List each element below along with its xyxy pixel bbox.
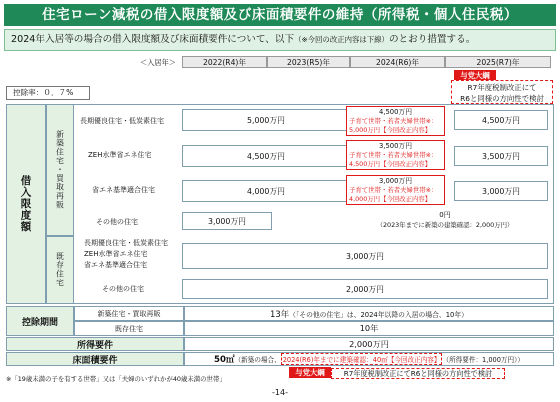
shoene-2024-child: 子育て世帯・若者夫婦世帯※： xyxy=(349,186,438,194)
value-other-new-2223: 3,000万円 xyxy=(182,212,272,230)
yotou-note-top xyxy=(451,80,553,104)
zeh-2024-child-val: 4,500万円 xyxy=(349,160,381,168)
menseki-value: 50㎡ xyxy=(213,355,235,365)
yotou-note-bottom: R7年度税制改正にてR6と同様の方向性で検討 xyxy=(331,368,505,379)
group-existing-housing xyxy=(46,236,74,304)
kojo-new-value-cell xyxy=(184,306,554,321)
value-choki-2024 xyxy=(346,106,445,136)
value-choki-2223: 5,000万円 xyxy=(182,109,350,131)
existing-label-other: その他の住宅 xyxy=(76,278,180,300)
page-title: 住宅ローン減税の借入限度額及び床面積要件の維持（所得税・個人住民税） xyxy=(4,4,556,26)
footnote: ※「19歳未満の子を有する世帯」又は「夫婦のいずれかが40歳未満の世帯」 xyxy=(6,375,226,383)
zeh-2024-tag: 【今回改正内容】 xyxy=(380,160,432,168)
yotou-note-line1: R7年度税制改正にて xyxy=(467,83,537,92)
kojo-kikan-label: 控除期間 xyxy=(6,306,74,336)
year-2025: 2025(R7)年 xyxy=(445,56,551,68)
menseki-label: 床面積要件 xyxy=(6,352,184,366)
group-loan-limit xyxy=(6,104,46,304)
value-shoene-2223: 4,000万円 xyxy=(182,180,350,202)
intro-main: 2024年入居等の場合の借入限度額及び床面積要件について、以下 xyxy=(11,34,295,45)
value-zeh-2024 xyxy=(346,140,445,170)
menseki-value-cell xyxy=(184,352,554,366)
zeh-2024-child: 子育て世帯・若者夫婦世帯※： xyxy=(349,151,438,159)
kojo-new-note: （「その他の住宅」は、2024年以降の入居の場合、10年） xyxy=(289,310,468,319)
shoene-2024-child-val: 4,000万円 xyxy=(349,195,381,203)
year-2024: 2024(R6)年 xyxy=(350,56,445,68)
menseki-note-a: （新築の場合、 xyxy=(234,356,281,364)
existing-label-choki: 長期優良住宅・低炭素住宅 xyxy=(84,239,168,247)
choki-2024-tag: 【今回改正内容】 xyxy=(380,126,432,134)
group-existing-label: 既存住宅 xyxy=(55,252,65,288)
other-new-zero: 0円 xyxy=(439,211,451,219)
choki-2024-child-val: 5,000万円 xyxy=(349,126,381,134)
row-label-other-new: その他の住宅 xyxy=(76,210,180,234)
yotou-tag-bottom: 与党大綱 xyxy=(289,367,331,378)
year-2022: 2022(R4)年 xyxy=(182,56,267,68)
year-2023: 2023(R5)年 xyxy=(267,56,350,68)
value-existing-2: 2,000万円 xyxy=(182,279,548,299)
shotoku-label: 所得要件 xyxy=(6,337,184,351)
existing-labels-1 xyxy=(76,238,180,274)
intro-banner xyxy=(4,29,556,51)
value-shoene-2025: 3,000万円 xyxy=(454,181,548,201)
row-label-zeh: ZEH水準省エネ住宅 xyxy=(76,140,180,170)
group-new-housing xyxy=(46,104,74,236)
value-choki-2025: 4,500万円 xyxy=(454,110,548,130)
other-new-note: （2023年までに新築の建築確認：2,000万円） xyxy=(376,221,514,229)
shotoku-value: 2,000万円 xyxy=(184,337,554,351)
menseki-note-b: （所得要件：1,000万円）） xyxy=(442,356,524,364)
shoene-2024-base: 3,000万円 xyxy=(378,177,413,185)
zeh-2024-base: 3,500万円 xyxy=(378,142,413,150)
choki-2024-child: 子育て世帯・若者夫婦世帯※： xyxy=(349,117,438,125)
year-label: ＜入居年＞ xyxy=(140,58,176,67)
kojo-new-label: 新築住宅・買取再販 xyxy=(74,306,184,321)
intro-note: （※今回の改正内容は下線） xyxy=(294,35,389,44)
kojo-existing-value: 10年 xyxy=(184,321,554,336)
row-label-choki: 長期優良住宅・低炭素住宅 xyxy=(76,106,180,136)
group-loan-label: 借入限度額 xyxy=(19,175,32,233)
group-new-label: 新築住宅・買取再販 xyxy=(55,130,65,210)
intro-tail: のとおり措置する。 xyxy=(388,34,476,45)
value-zeh-2025: 3,500万円 xyxy=(454,146,548,166)
existing-label-shoene: 省エネ基準適合住宅 xyxy=(84,261,147,269)
value-shoene-2024 xyxy=(346,175,445,205)
menseki-note-red: 2024(R6)年までに建築確認：40㎡【今回改正内容】 xyxy=(281,353,443,365)
kojo-new-value: 13年 xyxy=(270,308,290,319)
shoene-2024-tag: 【今回改正内容】 xyxy=(380,195,432,203)
value-zeh-2223: 4,500万円 xyxy=(182,145,350,167)
value-existing-1: 3,000万円 xyxy=(182,243,548,269)
existing-label-zeh: ZEH水準省エネ住宅 xyxy=(84,250,148,258)
kojo-existing-label: 既存住宅 xyxy=(74,321,184,336)
kojo-ritsu-label: 控除率：０．７% xyxy=(6,86,90,100)
yotou-tag-top: 与党大綱 xyxy=(454,70,496,80)
row-label-shoene: 省エネ基準適合住宅 xyxy=(76,175,180,205)
yotou-note-line2: R6と同様の方向性で検討 xyxy=(460,94,544,103)
page-number: -14- xyxy=(272,388,288,397)
choki-2024-base: 4,500万円 xyxy=(378,108,413,116)
value-other-new-2025 xyxy=(345,210,545,234)
